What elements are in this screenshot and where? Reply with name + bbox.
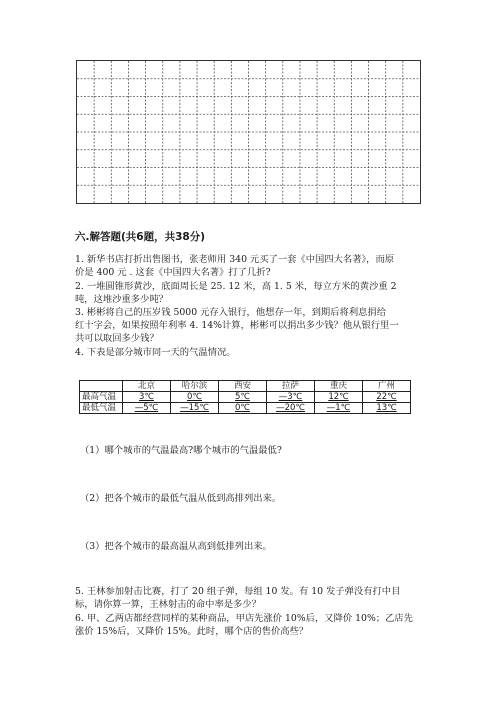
city-header: 重庆 — [315, 381, 363, 392]
cell-value: 12℃ — [328, 392, 349, 402]
city-header: 哈尔滨 — [171, 381, 219, 392]
row-label: 最低气温 — [80, 403, 123, 414]
writing-grid — [76, 60, 421, 204]
table-cell — [171, 403, 219, 414]
table-cell — [123, 392, 171, 403]
cell-value: 5℃ — [235, 392, 250, 402]
cell-value: 3℃ — [139, 392, 154, 402]
table-cell — [219, 392, 267, 403]
temperature-table — [79, 380, 411, 414]
subquestion-1: （1）哪个城市的气温最高?哪个城市的气温最低? — [80, 445, 282, 456]
question-4: 4. 下表是部分城市同一天的气温情况。 — [75, 347, 236, 358]
question-3: 3. 彬彬将自己的压岁钱 5000 元存入银行，他想存一年，到期后将利息捐给 红十字会，如果按照年利率 4. 14%计算，彬彬可以捐出多少钱？他从银行里一 共可以取回多少钱？ — [75, 307, 399, 344]
cell-value: —5℃ — [134, 403, 159, 413]
cell-value: —1℃ — [326, 403, 351, 413]
table-cell — [267, 403, 315, 414]
table-cell — [171, 392, 219, 403]
cell-value: 13℃ — [376, 403, 397, 413]
question-1: 1. 新华书店打折出售图书，张老师用 340 元买了一套《中国四大名著》，而原 价是 400 元 . 这套《中国四大名著》打了几折? — [75, 254, 395, 278]
row-label: 最高气温 — [80, 392, 123, 403]
table-cell — [123, 403, 171, 414]
table-cell — [363, 392, 411, 403]
city-header: 北京 — [123, 381, 171, 392]
cell-value: —20℃ — [276, 403, 305, 413]
section-title: 六.解答题(共6题，共38分) — [75, 231, 206, 243]
table-corner-cell — [80, 381, 123, 392]
cell-value: 0℃ — [187, 392, 202, 402]
table-cell — [219, 403, 267, 414]
subquestion-2: （2）把各个城市的最低气温从低到高排列出来。 — [80, 493, 282, 504]
city-header: 广州 — [363, 381, 411, 392]
city-header: 西安 — [219, 381, 267, 392]
writing-grid-lines — [77, 61, 420, 203]
city-header: 拉萨 — [267, 381, 315, 392]
table-header-row — [80, 381, 411, 392]
cell-value: 0℃ — [235, 403, 250, 413]
table-cell — [267, 392, 315, 403]
table-cell — [315, 392, 363, 403]
table-row — [80, 403, 411, 414]
cell-value: 22℃ — [376, 392, 397, 402]
table-cell — [363, 403, 411, 414]
table-row — [80, 392, 411, 403]
cell-value: —3℃ — [278, 392, 303, 402]
question-2: 2. 一堆圆锥形黄沙，底面周长是 25. 12 米，高 1. 5 米，每立方米的黄沙重 2 吨，这堆沙重多少吨？ — [75, 281, 397, 305]
question-6: 6. 甲、乙两店都经营同样的某种商品，甲店先涨价 10%后，又降价 10%；乙店先 涨价 15%后，又降价 15%。此时，哪个店的售价高些？ — [75, 613, 413, 637]
cell-value: —15℃ — [180, 403, 209, 413]
table-cell — [315, 403, 363, 414]
subquestion-3: （3）把各个城市的最高温从高到低排列出来。 — [80, 541, 272, 552]
question-5: 5. 王林参加射击比赛，打了 20 组子弹，每组 10 发。有 10 发子弹没有打中目 标，请你算一算，王林射击的命中率是多少？ — [75, 586, 401, 610]
